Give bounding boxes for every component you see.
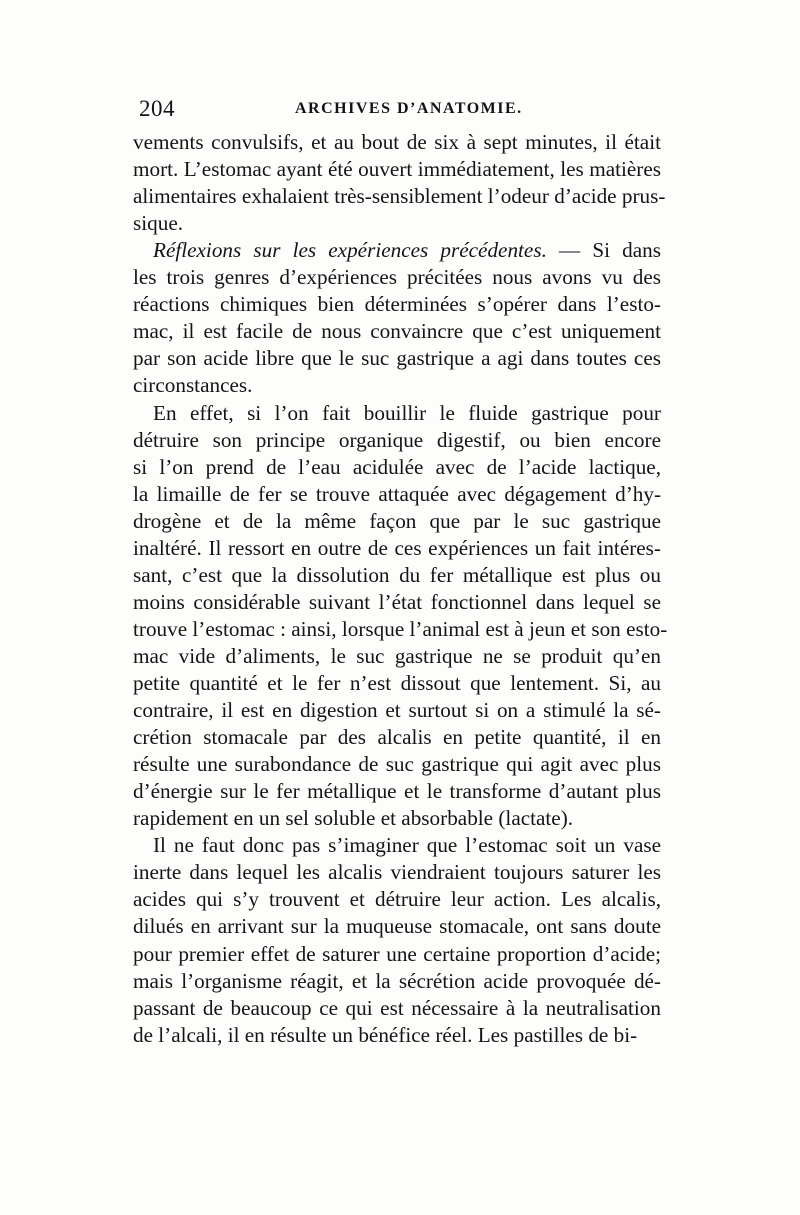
text-line <box>153 237 661 264</box>
text-line: détruire son principe organique digestif, ou bien encore <box>133 427 661 452</box>
text-line: sique. <box>133 211 184 236</box>
text-line: moins considérable suivant l’état fonctionnel dans lequel se <box>133 589 661 614</box>
text-line: pour premier effet de saturer une certaine proportion d’acide; <box>133 941 661 966</box>
text-line: crétion stomacale par des alcalis en petite quantité, il en <box>133 725 661 750</box>
text-line: alimentaires exhalaient très-sensiblement l’odeur d’acide prus- <box>133 184 666 209</box>
text-line: inaltéré. Il ressort en outre de ces expériences un fait intéres- <box>133 535 661 560</box>
text-line: contraire, il est en digestion et surtout si on a stimulé la sé- <box>133 698 661 723</box>
section-heading: Réflexions sur les expériences précédentes. <box>153 238 547 263</box>
text-line: passant de beaucoup ce qui est nécessaire à la neutralisation <box>133 995 661 1020</box>
text-line: si l’on prend de l’eau acidulée avec de l’acide lactique, <box>133 454 661 479</box>
text-line: rapidement en un sel soluble et absorbable (lactate). <box>133 806 574 831</box>
text-line: sant, c’est que la dissolution du fer métallique est plus ou <box>133 562 661 587</box>
book-page <box>133 92 661 126</box>
text-line: la limaille de fer se trouve attaquée avec dégagement d’hy- <box>133 481 661 506</box>
text-line: réactions chimiques bien déterminées s’opérer dans l’esto- <box>133 292 661 317</box>
text-line: les trois genres d’expériences précitées nous avons vu des <box>133 265 661 290</box>
text-line: mac vide d’aliments, le suc gastrique ne se produit qu’en <box>133 643 661 668</box>
text-line: acides qui s’y trouvent et détruire leur action. Les alcalis, <box>133 887 661 912</box>
text-line: En effet, si l’on fait bouillir le fluide gastrique pour <box>153 400 661 425</box>
text-line: circonstances. <box>133 373 253 398</box>
text-line: mais l’organisme réagit, et la sécrétion acide provoquée dé- <box>133 968 661 993</box>
text-line: vements convulsifs, et au bout de six à sept minutes, il était <box>133 130 661 154</box>
text-fragment: — Si dans <box>546 238 661 263</box>
text-line: mort. L’estomac ayant été ouvert immédiatement, les matières <box>133 157 661 182</box>
text-line: de l’alcali, il en résulte un bénéfice réel. Les pastilles de bi- <box>133 1022 638 1047</box>
text-line: trouve l’estomac : ainsi, lorsque l’animal est à jeun et son esto- <box>133 616 668 641</box>
text-line: d’énergie sur le fer métallique et le transforme d’autant plus <box>133 779 661 804</box>
page-header <box>133 92 661 126</box>
text-line: dilués en arrivant sur la muqueuse stomacale, ont sans doute <box>133 914 661 939</box>
page-number: 204 <box>139 96 175 121</box>
text-line: drogène et de la même façon que par le suc gastrique <box>133 508 661 533</box>
running-head: ARCHIVES D’ANATOMIE. <box>295 100 523 117</box>
text-line: petite quantité et le fer n’est dissout que lentement. Si, au <box>133 671 661 695</box>
text-line: résulte une surabondance de suc gastrique qui agit avec plus <box>133 752 661 777</box>
text-line: par son acide libre que le suc gastrique a agi dans toutes ces <box>133 346 661 371</box>
text-line: inerte dans lequel les alcalis viendraient toujours saturer les <box>133 860 661 885</box>
text-line: Il ne faut donc pas s’imaginer que l’estomac soit un vase <box>153 833 661 858</box>
text-line: mac, il est facile de nous convaincre que c’est uniquement <box>133 319 661 344</box>
